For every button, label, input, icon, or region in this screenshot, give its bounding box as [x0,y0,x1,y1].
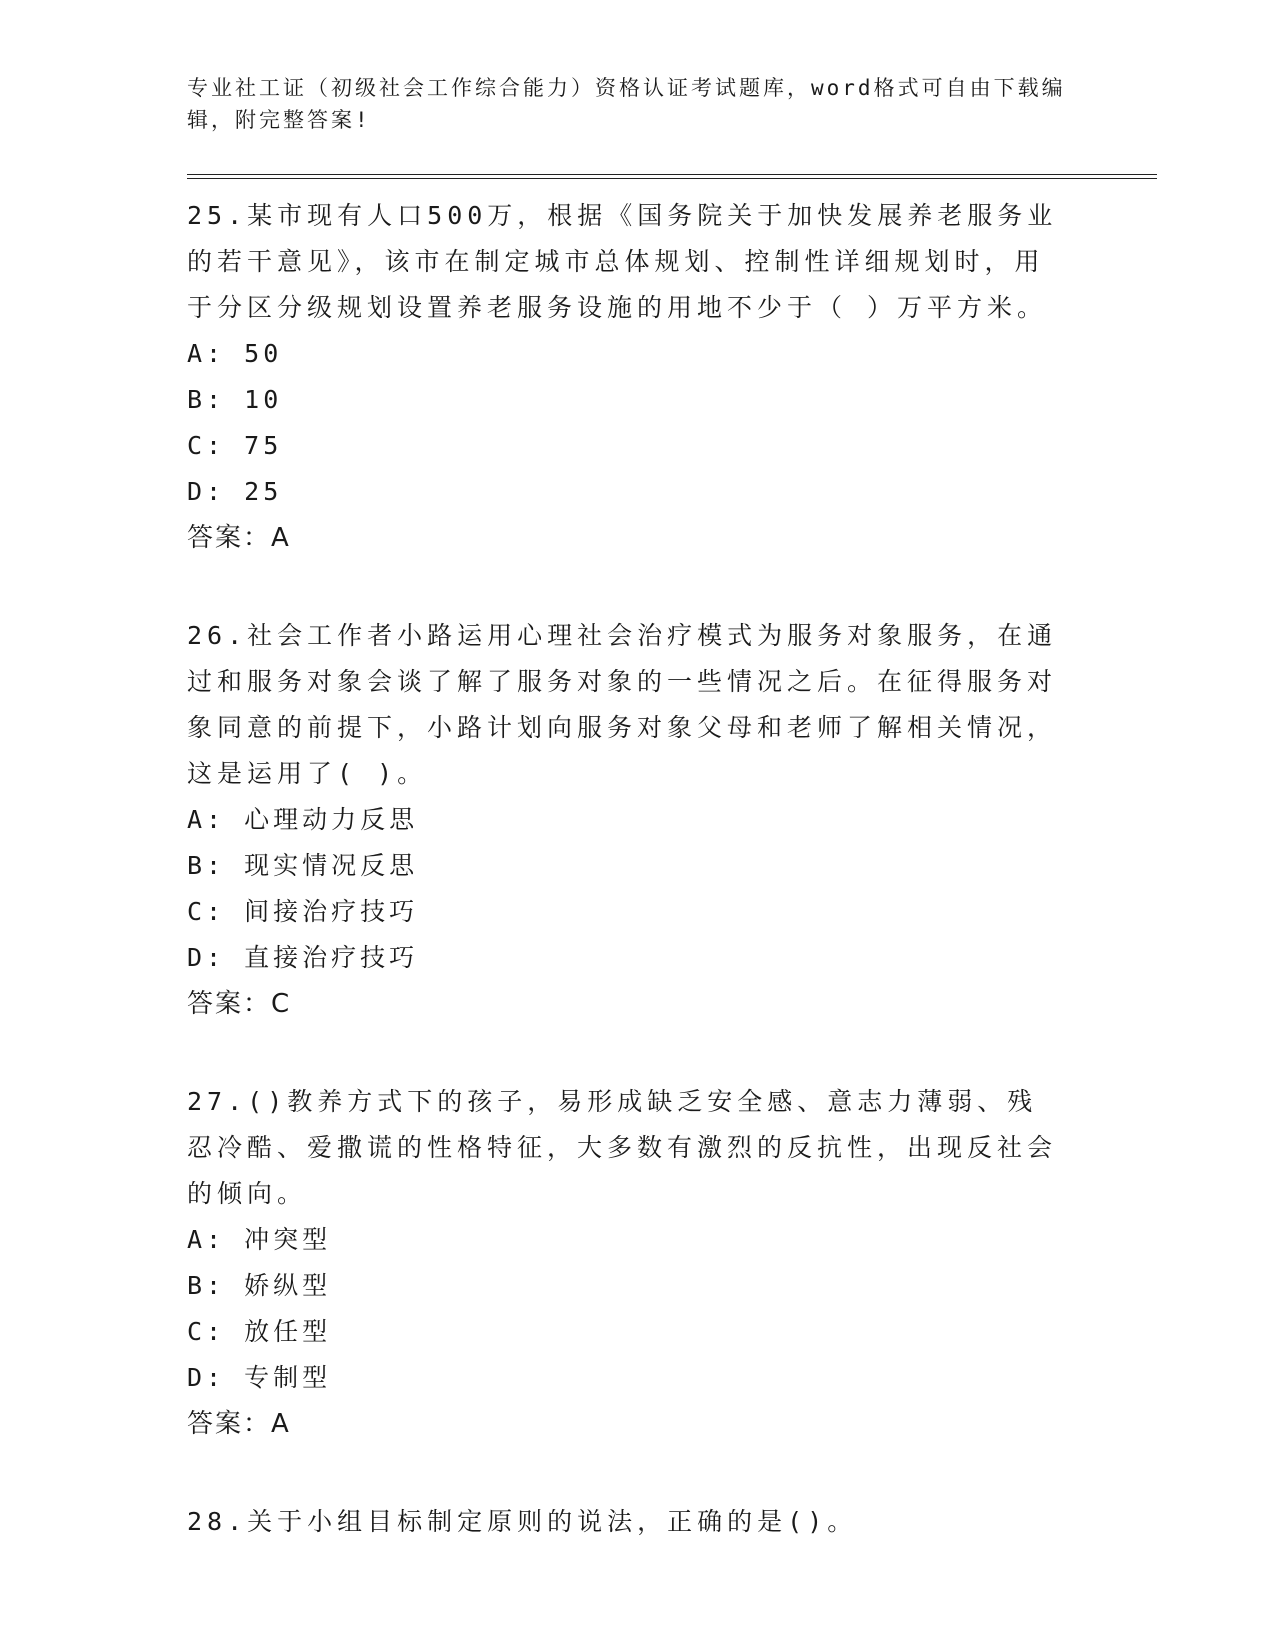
option-a: A: 心理动力反思 [187,805,419,834]
question-26 [187,613,1157,1027]
question-stem: 26.社会工作者小路运用心理社会治疗模式为服务对象服务，在通过和服务对象会谈了解了服务对象的一些情况之后。在征得服务对象同意的前提下，小路计划向服务对象父母和老师了解相关情况，这是运用了( )。 [187,621,1058,788]
option-d: D: 直接治疗技巧 [187,943,419,972]
question-28 [187,1499,1157,1545]
document-page [187,72,1157,1545]
question-27 [187,1079,1157,1447]
option-c: C: 间接治疗技巧 [187,897,419,926]
answer-line: 答案：A [187,523,291,553]
option-b: B: 娇纵型 [187,1271,332,1300]
question-stem: 25.某市现有人口500万，根据《国务院关于加快发展养老服务业的若干意见》，该市在制定城市总体规划、控制性详细规划时，用于分区分级规划设置养老服务设施的用地不少于（ ）万平方米。 [187,201,1058,322]
document-header: 专业社工证（初级社会工作综合能力）资格认证考试题库，word格式可自由下载编辑，附完整答案! [187,76,1066,132]
question-stem: 28.关于小组目标制定原则的说法，正确的是()。 [187,1507,858,1536]
question-25 [187,193,1157,561]
answer-line: 答案：C [187,989,292,1019]
option-b: B: 10 [187,385,283,414]
option-b: B: 现实情况反思 [187,851,419,880]
option-a: A: 50 [187,339,283,368]
option-a: A: 冲突型 [187,1225,332,1254]
option-c: C: 75 [187,431,283,460]
question-stem: 27.()教养方式下的孩子，易形成缺乏安全感、意志力薄弱、残忍冷酷、爱撒谎的性格特征，大多数有激烈的反抗性，出现反社会的倾向。 [187,1087,1058,1208]
header-divider [187,174,1157,179]
option-c: C: 放任型 [187,1317,332,1346]
option-d: D: 25 [187,477,283,506]
option-d: D: 专制型 [187,1363,332,1392]
answer-line: 答案：A [187,1409,291,1439]
